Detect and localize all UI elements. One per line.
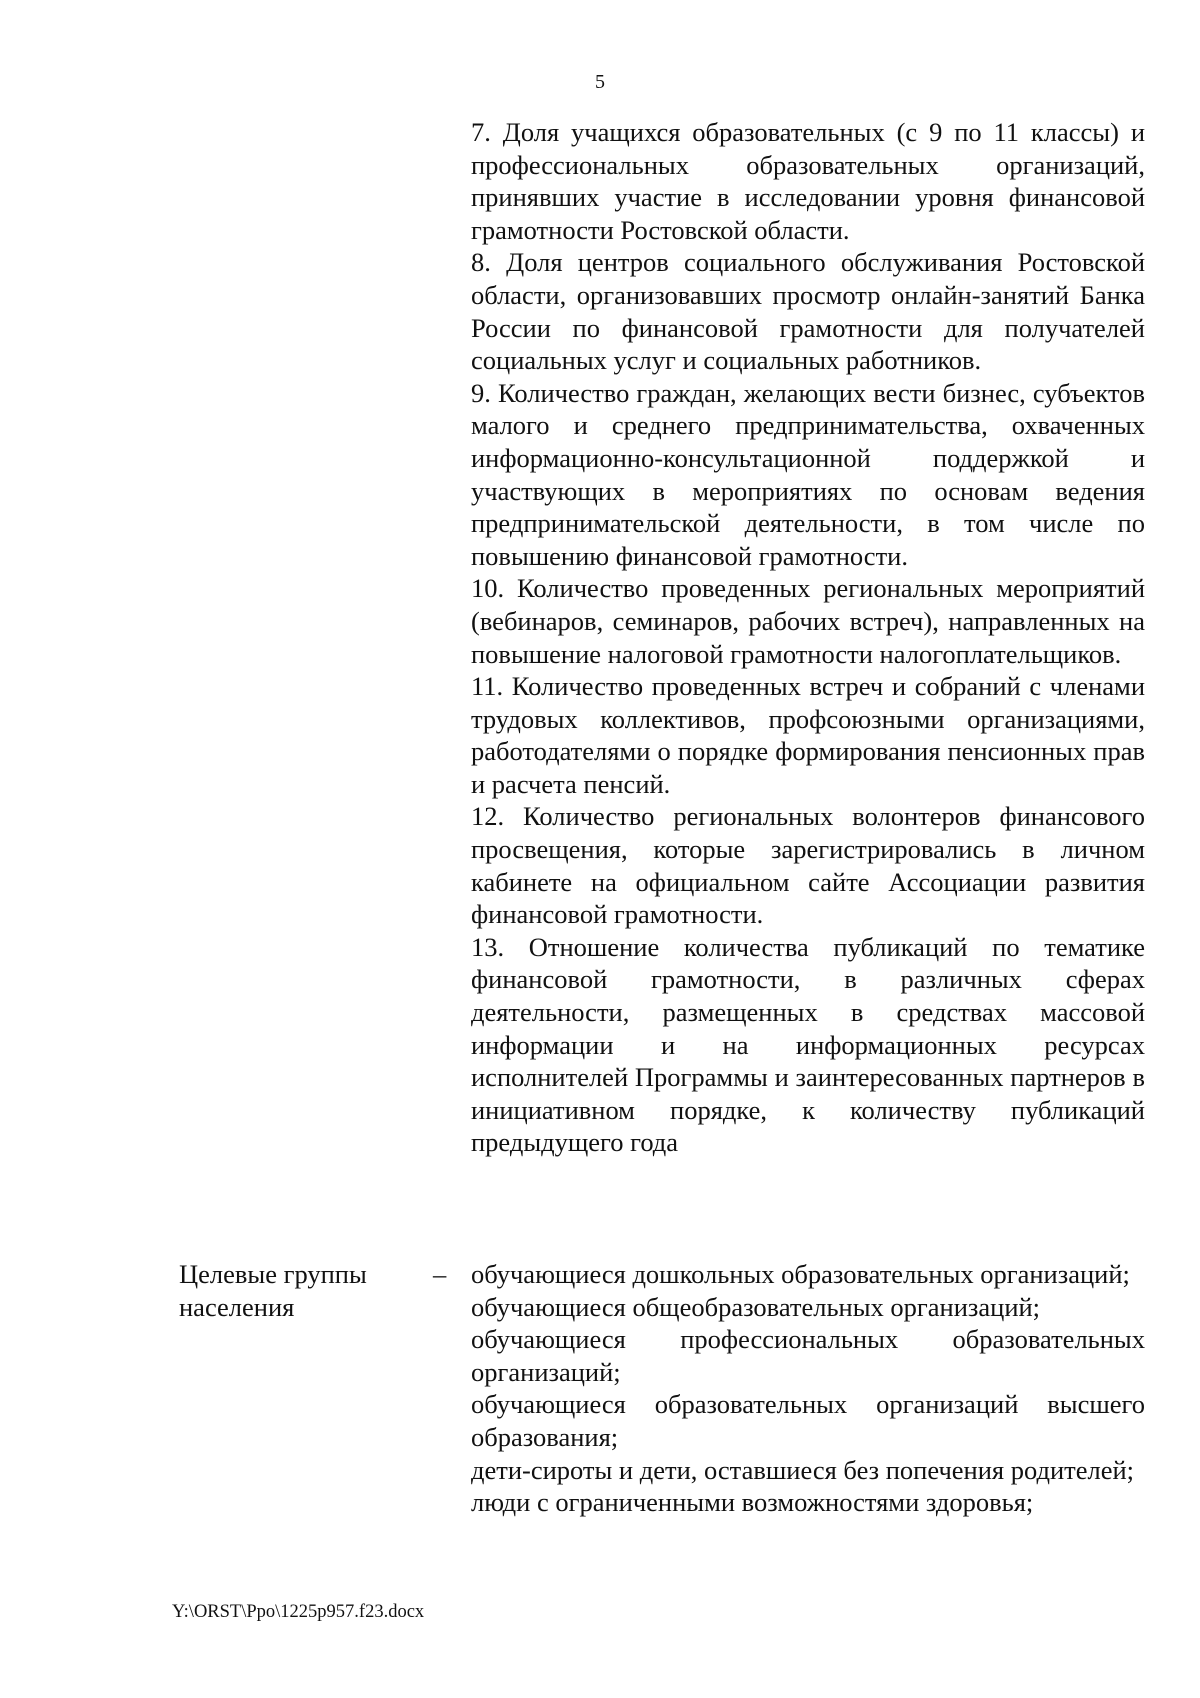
footer-file-path: Y:\ORST\Ppo\1225p957.f23.docx [172, 1602, 425, 1622]
indicators-list [471, 116, 1145, 1159]
target-group-item: люди с ограниченными возможностями здоровья; [471, 1487, 1034, 1518]
indicator-10: 10. Количество проведенных региональных мероприятий (вебинаров, семинаров, рабочих встреч), направленных на повышение налоговой грамотности налогоплательщиков. [471, 573, 1145, 669]
indicator-9: 9. Количество граждан, желающих вести бизнес, субъектов малого и среднего предпринимательства, охваченных информационно-консультационной поддержкой и участвующих в мероприятиях по основам ведения предпринимательской деятельности, в том числе по повышению финансовой грамотности. [471, 377, 1145, 571]
target-group-item: обучающиеся дошкольных образовательных организаций; [471, 1259, 1130, 1289]
page-number: 5 [595, 71, 605, 93]
indicator-12: 12. Количество региональных волонтеров финансового просвещения, которые зарегистрировались в личном кабинете на официальном сайте Ассоциации развития финансовой грамотности. [471, 801, 1145, 930]
indicator-8: 8. Доля центров социального обслуживания Ростовской области, организовавших просмотр онлайн-занятий Банка России по финансовой грамотности для получателей социальных услуг и социальных работников. [471, 247, 1145, 376]
target-group-item: обучающиеся общеобразовательных организаций; [471, 1291, 1041, 1322]
target-group-item: обучающиеся профессиональных образовательных организаций; [471, 1324, 1145, 1387]
separator-dash: – [433, 1259, 447, 1289]
indicator-13: 13. Отношение количества публикаций по тематике финансовой грамотности, в различных сферах деятельности, размещенных в средствах массовой информации и на информационных ресурсах исполнителей Программы и заинтересованных партнеров в инициативном порядке, к количеству публикаций предыдущего года [471, 931, 1145, 1158]
target-group-item: дети-сироты и дети, оставшиеся без попечения родителей; [471, 1454, 1135, 1485]
target-groups-list [471, 1258, 1145, 1519]
indicator-11: 11. Количество проведенных встреч и собраний с членами трудовых коллективов, профсоюзными организациями, работодателями о порядке формирования пенсионных прав и расчета пенсий. [471, 671, 1145, 799]
target-groups-label: Целевые группы населения [179, 1259, 367, 1322]
indicator-7: 7. Доля учащихся образовательных (с 9 по 11 классы) и профессиональных образовательных организаций, принявших участие в исследовании уровня финансовой грамотности Ростовской области. [471, 117, 1145, 245]
target-group-item: обучающиеся образовательных организаций высшего образования; [471, 1389, 1145, 1452]
